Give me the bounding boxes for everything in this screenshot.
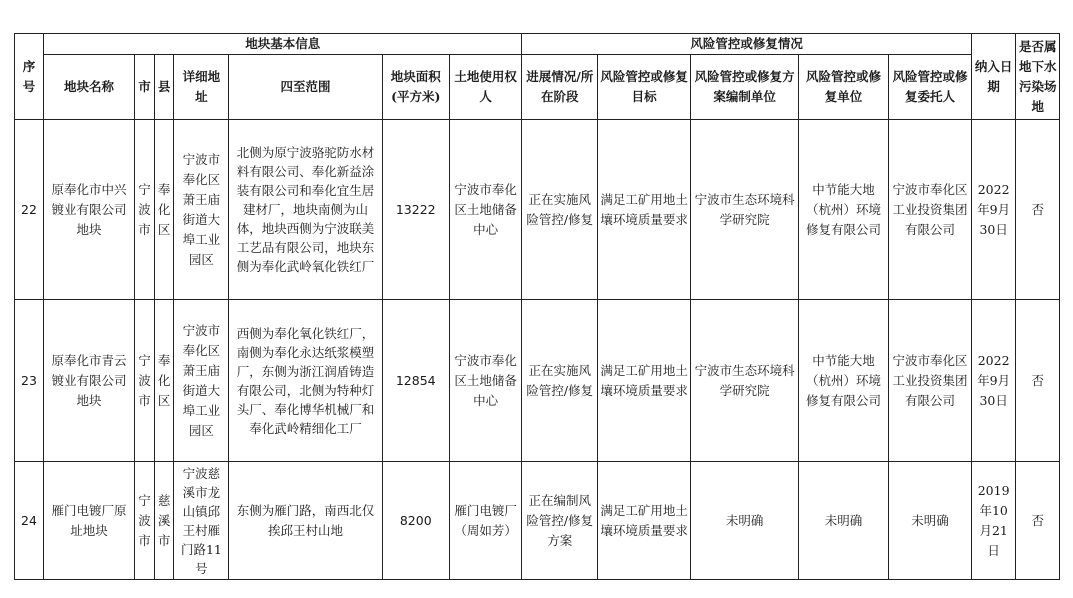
cell-site-name: 雁门电镀厂原址地块 bbox=[43, 462, 134, 580]
header-group-basic: 地块基本信息 bbox=[43, 34, 521, 55]
header-included-date: 纳入日期 bbox=[971, 34, 1016, 120]
cell-plan-unit: 未明确 bbox=[691, 462, 799, 580]
header-area: 地块面积(平方米) bbox=[382, 55, 449, 120]
header-land-owner: 土地使用权人 bbox=[449, 55, 522, 120]
cell-area: 13222 bbox=[382, 120, 449, 300]
header-groundwater: 是否属地下水污染场地 bbox=[1016, 34, 1060, 120]
table-row bbox=[15, 462, 1060, 580]
header-plan-unit: 风险管控或修复方案编制单位 bbox=[691, 55, 799, 120]
cell-land-owner: 宁波市奉化区土地储备中心 bbox=[449, 120, 522, 300]
cell-target: 满足工矿用地土壤环境质量要求 bbox=[598, 300, 691, 462]
cell-county: 慈溪市 bbox=[154, 462, 174, 580]
cell-boundaries: 西侧为奉化氧化铁红厂，南侧为奉化永达纸浆模塑厂，东侧为浙江润盾铸造有限公司，北侧为特种灯头厂、奉化博华机械厂和奉化武岭精细化工厂 bbox=[229, 300, 382, 462]
cell-client: 未明确 bbox=[889, 462, 972, 580]
cell-land-owner: 宁波市奉化区土地储备中心 bbox=[449, 300, 522, 462]
cell-boundaries: 东侧为雁门路，南西北仅挨邱王村山地 bbox=[229, 462, 382, 580]
cell-client: 宁波市奉化区工业投资集团有限公司 bbox=[889, 300, 972, 462]
header-client: 风险管控或修复委托人 bbox=[889, 55, 972, 120]
header-target: 风险管控或修复目标 bbox=[598, 55, 691, 120]
cell-boundaries: 北侧为原宁波骆驼防水材料有限公司、奉化新益涂装有限公司和奉化宜生居建材厂，地块南侧为山体，地块西侧为宁波联美工艺品有限公司，地块东侧为奉化武岭氧化铁红厂 bbox=[229, 120, 382, 300]
cell-seq: 23 bbox=[15, 300, 44, 462]
cell-city: 宁波市 bbox=[135, 120, 155, 300]
cell-area: 8200 bbox=[382, 462, 449, 580]
cell-groundwater: 否 bbox=[1016, 462, 1060, 580]
cell-target: 满足工矿用地土壤环境质量要求 bbox=[598, 120, 691, 300]
header-boundaries: 四至范围 bbox=[229, 55, 382, 120]
header-seq: 序号 bbox=[15, 34, 44, 120]
cell-repair-unit: 中节能大地（杭州）环境修复有限公司 bbox=[798, 300, 888, 462]
cell-address: 宁波慈溪市龙山镇邱王村雁门路11号 bbox=[174, 462, 229, 580]
cell-groundwater: 否 bbox=[1016, 120, 1060, 300]
cell-included-date: 2019年10月21日 bbox=[971, 462, 1016, 580]
table-row bbox=[15, 120, 1060, 300]
cell-address: 宁波市奉化区萧王庙街道大埠工业园区 bbox=[174, 300, 229, 462]
header-address: 详细地址 bbox=[174, 55, 229, 120]
cell-repair-unit: 未明确 bbox=[798, 462, 888, 580]
cell-included-date: 2022年9月30日 bbox=[971, 300, 1016, 462]
cell-area: 12854 bbox=[382, 300, 449, 462]
cell-plan-unit: 宁波市生态环境科学研究院 bbox=[691, 120, 799, 300]
cell-groundwater: 否 bbox=[1016, 300, 1060, 462]
header-group-risk: 风险管控或修复情况 bbox=[522, 34, 971, 55]
header-repair-unit: 风险管控或修复单位 bbox=[798, 55, 888, 120]
cell-city: 宁波市 bbox=[135, 462, 155, 580]
cell-seq: 22 bbox=[15, 120, 44, 300]
cell-progress: 正在编制风险管控/修复方案 bbox=[522, 462, 598, 580]
header-county: 县 bbox=[154, 55, 174, 120]
cell-plan-unit: 宁波市生态环境科学研究院 bbox=[691, 300, 799, 462]
cell-address: 宁波市奉化区萧王庙街道大埠工业园区 bbox=[174, 120, 229, 300]
cell-included-date: 2022年9月30日 bbox=[971, 120, 1016, 300]
cell-site-name: 原奉化市青云镀业有限公司地块 bbox=[43, 300, 134, 462]
cell-seq: 24 bbox=[15, 462, 44, 580]
header-city: 市 bbox=[135, 55, 155, 120]
header-progress: 进展情况/所在阶段 bbox=[522, 55, 598, 120]
cell-county: 奉化区 bbox=[154, 120, 174, 300]
header-site-name: 地块名称 bbox=[43, 55, 134, 120]
cell-progress: 正在实施风险管控/修复 bbox=[522, 300, 598, 462]
cell-client: 宁波市奉化区工业投资集团有限公司 bbox=[889, 120, 972, 300]
cell-site-name: 原奉化市中兴镀业有限公司地块 bbox=[43, 120, 134, 300]
cell-land-owner: 雁门电镀厂（周如芳） bbox=[449, 462, 522, 580]
cell-repair-unit: 中节能大地（杭州）环境修复有限公司 bbox=[798, 120, 888, 300]
cell-progress: 正在实施风险管控/修复 bbox=[522, 120, 598, 300]
cell-county: 奉化区 bbox=[154, 300, 174, 462]
contaminated-sites-table bbox=[14, 33, 1060, 580]
table-row bbox=[15, 300, 1060, 462]
cell-target: 满足工矿用地土壤环境质量要求 bbox=[598, 462, 691, 580]
cell-city: 宁波市 bbox=[135, 300, 155, 462]
